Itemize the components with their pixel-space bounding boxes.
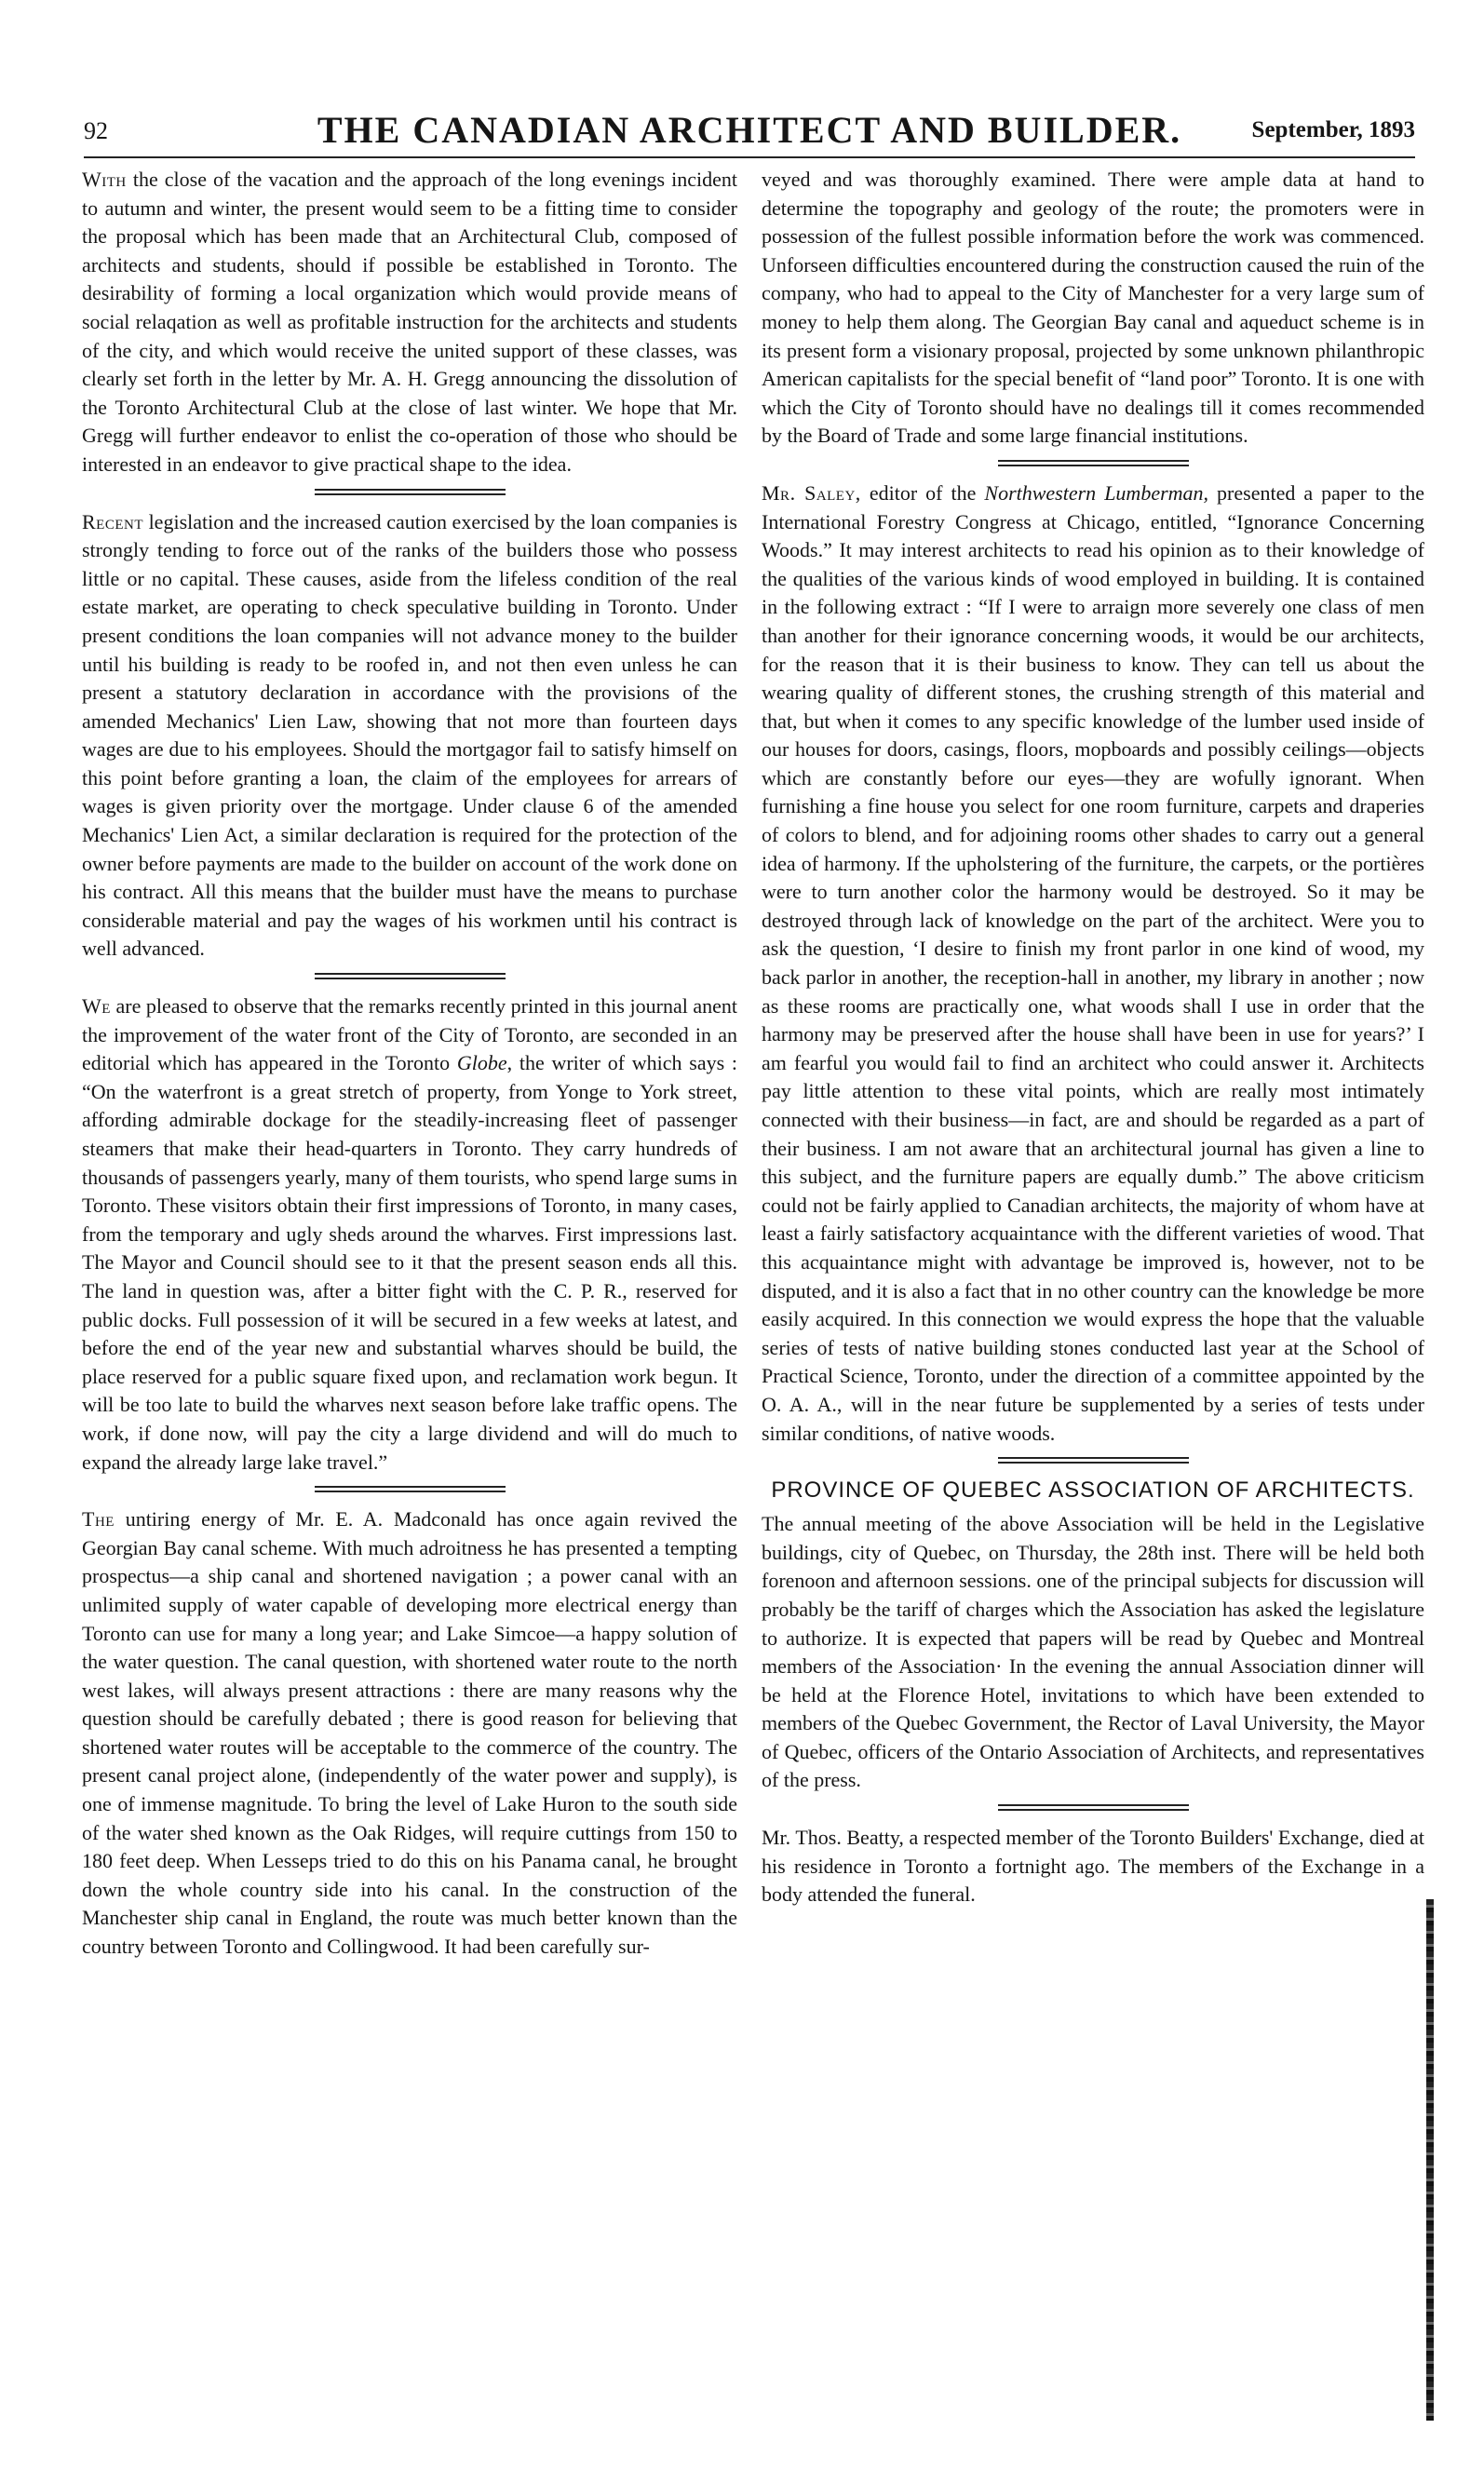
double-rule-divider bbox=[315, 489, 506, 495]
lead-word: With bbox=[82, 168, 127, 191]
double-rule-divider bbox=[315, 973, 506, 979]
article-quebec-association: The annual meeting of the above Association will be held in the Legislative buildings, city of Quebec, on Thursday, the 28th inst. There will be held both forenoon and afternoon sessions. one of the principal subjects for discussion will probably be the tariff of charges which the Association has asked the legislature to authorize. It is expected that papers will be read by Quebec and Montreal members of the Association· In the evening the annual Association dinner will be held at the Florence Hotel, invitations to which have been extended to members of the Quebec Government, the Rector of Laval University, the Mayor of Quebec, officers of the Ontario Association of Architects, and representatives of the press. bbox=[762, 1512, 1424, 1792]
article-thos-beatty: Mr. Thos. Beatty, a respected member of the Toronto Builders' Exchange, died at his residence in Toronto a fortnight ago. The members of the Exchange in a body attended the funeral. bbox=[762, 1826, 1424, 1907]
paragraph-text: , the writer of which says : “On the waterfront is a great stretch of property, from Yonge to York street, affording admirable dockage for the steadily-increasing fleet of passenger steamers that make their head-quarters in Toronto. They carry hundreds of thousands of passengers yearly, many of them tourists, who spend large sums in Toronto. These visitors obtain their first impressions of Toronto, in many cases, from the temporary and ugly sheds around the wharves. First impressions last. The Mayor and Council should see to it that the present season ends all this. The land in question was, after a bitter fight with the C. P. R., reserved for public docks. Full possession of it will be secured in a few weeks at latest, and before the end of the year new and substantial wharves should be build, the place reserved for a public square fixed upon, and reclamation work begun. It will be too late to build the wharves next season before lake traffic opens. The work, if done now, will pay the city a large dividend and will do much to expand the already large lake travel.” bbox=[82, 1051, 737, 1474]
paragraph-text: editor of the bbox=[860, 480, 985, 505]
paragraph-text: legislation and the increased caution exercised by the loan companies is strongly tending to force out of the ranks of the builders those who possess little or no capital. These causes, aside from the lifeless condition of the real estate market, are operating to check speculative building in Toronto. Under present conditions the loan companies will not advance money to the builder until his building is ready to be roofed in, and not then even unless he can present a statutory declaration in accordance with the provisions of the amended Mechanics' Lien Law, showing that not more than fourteen days wages are due to his employees. Should the mortgagor fail to satisfy himself on this point before granting a loan, the claim of the employees for arrears of wages is given priority over the mortgage. Under clause 6 of the amended Mechanics' Lien Act, a similar declaration is required for the protection of the owner before payments are made to the builder on account of the work done on his contract. All this means that the builder must have the means to purchase considerable material and pay the wages of his workmen until his contract is well advanced. bbox=[82, 509, 737, 961]
newspaper-title: Globe bbox=[456, 1051, 507, 1075]
lead-word: We bbox=[82, 994, 111, 1019]
double-rule-divider bbox=[998, 1457, 1189, 1464]
article-loan-companies bbox=[82, 508, 737, 965]
paragraph-text: the close of the vacation and the approach of the long evenings incident to autumn and winter, the present would seem to be a fitting time to consider the proposal which has been made that an Architectural Club, composed of architects and students, should if possible be established in Toronto. The desirability of forming a local organization which would provide means of social relaqation as well as profitable instruction for the architects and students of the city, and which would receive the united support of these classes, was clearly set forth in the letter by Mr. A. H. Gregg announcing the dissolution of the Toronto Architectural Club at the close of last winter. We hope that Mr. Gregg will further endeavor to enlist the co-operation of those who should be interested in an endeavor to give practical shape to the idea. bbox=[82, 168, 737, 476]
right-column bbox=[762, 166, 1424, 1909]
lead-word: Recent bbox=[82, 509, 143, 533]
paragraph-text: presented a paper to the International Forestry Congress at Chicago, entitled, “Ignorance Concerning Woods.” It may interest architects to read his opinion as to their knowledge of the qualities of the various kinds of wood employed in building. It is contained in the following extract : “If I were to arraign more severely one class of men than another for their ignorance concerning woods, it would be our architects, for the reason that it is their business to know. They can tell us about the wearing quality of different stones, the crushing strength of this material and that, but when it comes to any specific knowledge of the lumber used inside of our houses for doors, casings, floors, mopboards and possibly ceilings—objects which are constantly before our eyes—they are wofully ignorant. When furnishing a fine house you select for one room furniture, carpets and draperies of colors to blend, and for adjoining rooms other shades to carry out a general idea of harmony. If the upholstering of the furniture, the carpets, or the portières were to turn another color the harmony would be destroyed. So it may be destroyed through lack of knowledge on the part of the architect. Were you to ask the question, ‘I desire to finish my front parlor in one kind of wood, my back parlor in another, the reception-hall in another, my library in another ; now as these rooms are practically one, what woods shall I use in order that the harmony may be preserved after the house shall have been in use for years?’ I am fearful you would fail to find an architect who could answer it. Architects pay little attention to these vital points, which are really most intimately connected with their business—in fact, are and should be regarded as a part of their business. I am not aware that an architectural journal has given a line to this subject, and the furniture papers are equally dumb.” The above criticism could not be fairly applied to Canadian architects, the majority of whom have at least a fairly satisfactory acquaintance with the different varieties of wood. That this acquaintance might with advantage be improved is, however, not to be disputed, and it is also a fact that in no other country can the knowledge be more easily acquired. In this connection we would express the hope that the valuable series of tests of native building stones conducted last year at the School of Practical Science, Toronto, under the direction of a committee appointed by the O. A. A., will in the near future be supplemented by a series of tests under similar conditions, of native woods. bbox=[762, 480, 1424, 1445]
page-number: 92 bbox=[84, 117, 108, 144]
double-rule-divider bbox=[315, 1486, 506, 1492]
paragraph-text: are pleased to observe that the remarks recently printed in this journal anent the improvement of the water front of the City of Toronto, are seconded in an editorial which has appeared in the Toronto bbox=[82, 994, 737, 1075]
article-ignorance-concerning-woods bbox=[762, 479, 1424, 1448]
masthead-title: THE CANADIAN ARCHITECT AND BUILDER. bbox=[317, 109, 1182, 151]
page-header bbox=[84, 101, 1415, 158]
paragraph-text: untiring energy of Mr. E. A. Madconald has once again revived the Georgian Bay canal scheme. With much adroitness he has presented a tempting prospectus—a ship canal and shortened navigation ; a power canal with an unlimited supply of water capable of developing more electrical energy than Toronto can use for many a long year; and Lake Simcoe—a happy solution of the water question. The canal question, with shortened water route to the north west lakes, will always present attractions : there are many reasons why the question should be carefully debated ; there is good reason for believing that shortened water routes will be acceptable to the commerce of the country. The present canal project alone, (independently of the water power and supply), is one of immense magnitude. To bring the level of Lake Huron to the south side of the water shed known as the Oak Ridges, will require cuttings from 150 to 180 feet deep. When Lesseps tried to do this on his Panama canal, he brought down the whole country side into his canal. In the construction of the Manchester ship canal in England, the route was much better known than the country between Toronto and Collingwood. It had been carefully sur- bbox=[82, 1507, 737, 1959]
lead-word: Mr. Saley, bbox=[762, 480, 861, 505]
article-architectural-club bbox=[82, 166, 737, 479]
double-rule-divider bbox=[998, 1804, 1189, 1811]
issue-date: September, 1893 bbox=[1251, 117, 1415, 142]
article-georgian-bay-continued: veyed and was thoroughly examined. There were ample data at hand to determine the topography and geology of the route; the promoters were in possession of the fullest possible information before the work was commenced. Unforseen difficulties encountered during the construction caused the ruin of the company, who had to appeal to the City of Manchester for a very large sum of money to help them along. The Georgian Bay canal and aqueduct scheme is in its present form a visionary proposal, projected by some unknown philanthropic American capitalists for the special benefit of “land poor” Toronto. It is one with which the City of Toronto should have no dealings till it comes recommended by the Board of Trade and some large financial institutions. bbox=[762, 168, 1424, 448]
section-heading: PROVINCE OF QUEBEC ASSOCIATION OF ARCHITECTS. bbox=[771, 1477, 1415, 1504]
article-georgian-bay-canal bbox=[82, 1505, 737, 1962]
journal-title: Northwestern Lumberman, bbox=[984, 480, 1209, 505]
double-rule-divider bbox=[998, 460, 1189, 466]
article-water-front bbox=[82, 992, 737, 1477]
left-column bbox=[82, 166, 737, 1962]
lead-word: The bbox=[82, 1507, 115, 1531]
scan-edge-mark bbox=[1426, 1899, 1434, 2421]
